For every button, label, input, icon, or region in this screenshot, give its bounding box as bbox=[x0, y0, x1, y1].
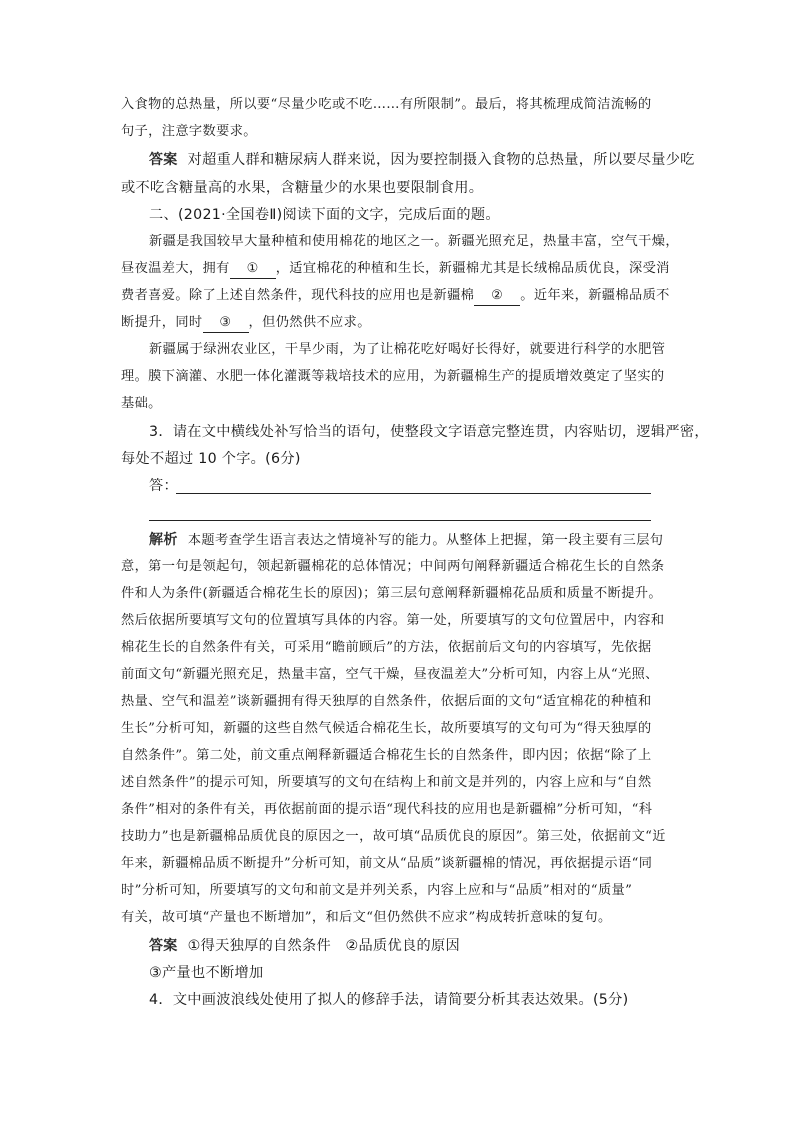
answer-1-line-1 bbox=[149, 150, 695, 170]
passage-text: 费者喜爱。除了上述自然条件，现代科技的应用也是新疆棉 bbox=[121, 288, 475, 303]
passage-text: 。近年来，新疆棉品质不 bbox=[520, 288, 670, 303]
analysis-line-8: 生长”分析可知，新疆的这些自然气候适合棉花生长，故所要填写的文句可为“得天独厚的 bbox=[121, 721, 652, 736]
blank-3: ③ bbox=[203, 314, 249, 333]
analysis-line-9: 自然条件”。第二处，前文重点阐释新疆适合棉花生长的自然条件，即内因；依据“除了上 bbox=[121, 748, 652, 763]
analysis-line-1 bbox=[149, 530, 663, 551]
passage-p2-line-1: 新疆属于绿洲农业区，干旱少雨，为了让棉花吃好喝好长得好，就要进行科学的水肥管 bbox=[149, 342, 666, 357]
answer-label: 答案 bbox=[149, 938, 178, 954]
answer-label: 答案 bbox=[149, 152, 178, 168]
question-3-line-2: 每处不超过 10 个字。(6分) bbox=[121, 451, 301, 467]
analysis-line-3: 件和人为条件(新疆适合棉花生长的原因)；第三层句意阐释新疆棉花品质和质量不断提升。 bbox=[121, 586, 662, 601]
answer-1-text: 对超重人群和糖尿病人群来说，因为要控制摄入食物的总热量，所以要尽量少吃 bbox=[187, 152, 695, 168]
analysis-line-6: 前面文句“新疆光照充足，热量丰富，空气干燥，昼夜温差大”分析可知，内容上从“光照、 bbox=[121, 667, 659, 682]
passage-p1-line-2 bbox=[121, 259, 670, 279]
passage-text: ，但仍然供不应求。 bbox=[248, 315, 371, 330]
answer-2-line-1 bbox=[149, 936, 460, 956]
passage-p1-line-1: 新疆是我国较早大量种植和使用棉花的地区之一。新疆光照充足，热量丰富，空气干燥， bbox=[149, 234, 679, 249]
analysis-text: 本题考查学生语言表达之情境补写的能力。从整体上把握，第一段主要有三层句 bbox=[187, 533, 664, 548]
analysis-line-15: 有关，故可填“产量也不断增加”，和后文“但仍然供不应求”构成转折意味的复句。 bbox=[121, 910, 612, 925]
analysis-line-4: 然后依据所要填写文句的位置填写具体的内容。第一处，所要填写的文句位置居中，内容和 bbox=[121, 613, 665, 628]
answer-2-line-2: ③产量也不断增加 bbox=[149, 965, 264, 981]
answer-1-line-2: 或不吃含糖量高的水果，含糖量少的水果也要限制食用。 bbox=[121, 180, 484, 196]
answer-prompt: 答： bbox=[149, 478, 178, 494]
answer-line-1 bbox=[176, 493, 651, 494]
analysis-line-13: 年来，新疆棉品质不断提升”分析可知，前文从“品质”谈新疆棉的情况，再依据提示语“同 bbox=[121, 856, 653, 871]
analysis-line-2: 意，第一句是领起句，领起新疆棉花的总体情况；中间两句阐释新疆适合棉花生长的自然条 bbox=[121, 559, 665, 574]
passage-p1-line-3 bbox=[121, 286, 670, 306]
passage-p2-line-3: 基础。 bbox=[121, 396, 162, 411]
question-3-line-1: 3．请在文中横线处补写恰当的语句，使整段文字语意完整连贯，内容贴切，逻辑严密， bbox=[149, 424, 709, 440]
analysis-line-11: 条件”相对的条件有关，再依据前面的提示语“现代科技的应用也是新疆棉”分析可知，“科 bbox=[121, 802, 653, 817]
analysis-label: 解析 bbox=[149, 532, 178, 548]
question-4: 4．文中画波浪线处使用了拟人的修辞手法，请简要分析其表达效果。(5分) bbox=[149, 992, 629, 1008]
section-2-title: 二、(2021·全国卷Ⅱ)阅读下面的文字，完成后面的题。 bbox=[149, 207, 500, 223]
blank-1: ① bbox=[230, 260, 276, 279]
passage-p2-line-2: 理。膜下滴灌、水肥一体化灌溉等栽培技术的应用，为新疆棉生产的提质增效奠定了坚实的 bbox=[121, 369, 665, 384]
prev-analysis-line-2: 句子，注意字数要求。 bbox=[121, 124, 257, 139]
analysis-line-7: 热量、空气和温差”谈新疆拥有得天独厚的自然条件，依据后面的文句“适宜棉花的种植和 bbox=[121, 694, 652, 709]
analysis-line-14: 时”分析可知，所要填写的文句和前文是并列关系，内容上应和与“品质”相对的“质量” bbox=[121, 883, 633, 898]
analysis-line-12: 技助力”也是新疆棉品质优良的原因之一，故可填“品质优良的原因”。第三处，依据前文“近 bbox=[121, 829, 666, 844]
blank-2: ② bbox=[474, 287, 520, 306]
answer-line-2 bbox=[149, 520, 651, 521]
answer-2-text: ①得天独厚的自然条件 ②品质优良的原因 bbox=[187, 938, 460, 954]
passage-text: ，适宜棉花的种植和生长，新疆棉尤其是长绒棉品质优良，深受消 bbox=[275, 261, 670, 276]
analysis-line-10: 述自然条件”的提示可知，所要填写的文句在结构上和前文是并列的，内容上应和与“自然 bbox=[121, 775, 652, 790]
prev-analysis-line-1: 入食物的总热量，所以要“尽量少吃或不吃……有所限制”。最后，将其梳理成简洁流畅的 bbox=[121, 97, 652, 112]
passage-p1-line-4 bbox=[121, 313, 371, 333]
passage-text: 昼夜温差大，拥有 bbox=[121, 261, 230, 276]
analysis-line-5: 棉花生长的自然条件有关，可采用“瞻前顾后”的方法，依据前后文句的内容填写，先依据 bbox=[121, 640, 652, 655]
passage-text: 断提升，同时 bbox=[121, 315, 203, 330]
